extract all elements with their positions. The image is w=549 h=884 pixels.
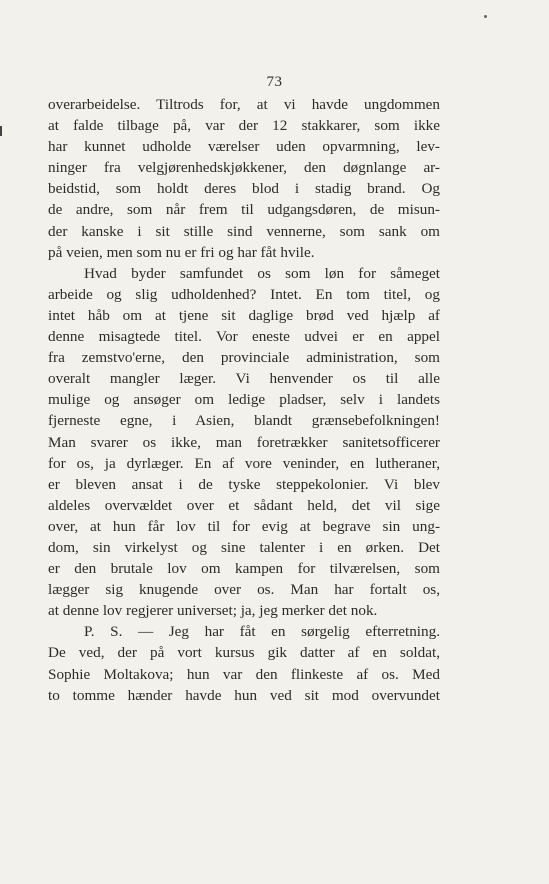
text-line: er bleven ansat i de tyske steppekolonier. Vi blev — [48, 475, 440, 493]
text-line: at denne lov regjerer universet; ja, jeg merker det nok. — [48, 602, 378, 620]
text-line: aldeles overvældet over et sådant held, det vil sige — [48, 496, 440, 514]
text-line: intet håb om at tjene sit daglige brød ved hjælp af — [48, 306, 440, 324]
text-line: lægger sig knugende over os. Man har fortalt os, — [48, 581, 440, 599]
text-line: overalt mangler læger. Vi henvender os til alle — [48, 370, 440, 388]
margin-mark — [0, 126, 2, 136]
text-line: De ved, der på vort kursus gik datter af en soldat, — [48, 644, 440, 662]
text-line: er den brutale lov om kampen for tilværelsen, som — [48, 560, 440, 578]
text-line: denne misagtede titel. Vor eneste udvei er en appel — [48, 328, 440, 346]
body-text — [48, 94, 440, 706]
text-line: mulige og ansøger om ledige pladser, selv i landets — [48, 391, 440, 409]
text-line: fjerneste egne, i Asien, blandt grænsebefolkningen! — [48, 412, 440, 430]
text-line: der kanske i sit stille sind vennerne, som sank om — [48, 222, 440, 240]
text-line: har kunnet udholde værelser uden opvarmning, lev- — [48, 138, 440, 156]
text-line: for os, ja dyrlæger. En af vore veninder, en lutheraner, — [48, 454, 440, 472]
text-line: dom, sin virkelyst og sine talenter i en ørken. Det — [48, 538, 440, 556]
text-line: beidstid, som holdt deres blod i stadig brand. Og — [48, 180, 440, 198]
text-line: Sophie Moltakova; hun var den flinkeste af os. Med — [48, 665, 440, 683]
text-line: ninger fra velgjørenhedskjøkkener, den døgnlange ar- — [48, 159, 440, 177]
text-line: over, at hun får lov til for evig at begrave sin ung- — [48, 517, 440, 535]
text-line: fra zemstvo'erne, den provinciale administration, som — [48, 349, 440, 367]
text-line: de andre, som når frem til udgangsdøren, de misun- — [48, 201, 440, 219]
text-line: to tomme hænder havde hun ved sit mod overvundet — [48, 686, 440, 704]
text-line: arbeide og slig udholdenhed? Intet. En tom titel, og — [48, 285, 440, 303]
text-line: at falde tilbage på, var der 12 stakkarer, som ikke — [48, 117, 440, 135]
text-line: P. S. — Jeg har fåt en sørgelig efterretning. — [84, 623, 440, 641]
page-number: 73 — [266, 74, 283, 90]
speck-mark — [484, 15, 487, 18]
text-line: Man svarer os ikke, man foretrækker sanitetsofficerer — [48, 433, 440, 451]
text-line: overarbeidelse. Tiltrods for, at vi havde ungdommen — [48, 96, 440, 113]
text-line: på veien, men som nu er fri og har fåt hvile. — [48, 243, 315, 261]
text-line: Hvad byder samfundet os som løn for såmeget — [84, 264, 440, 282]
